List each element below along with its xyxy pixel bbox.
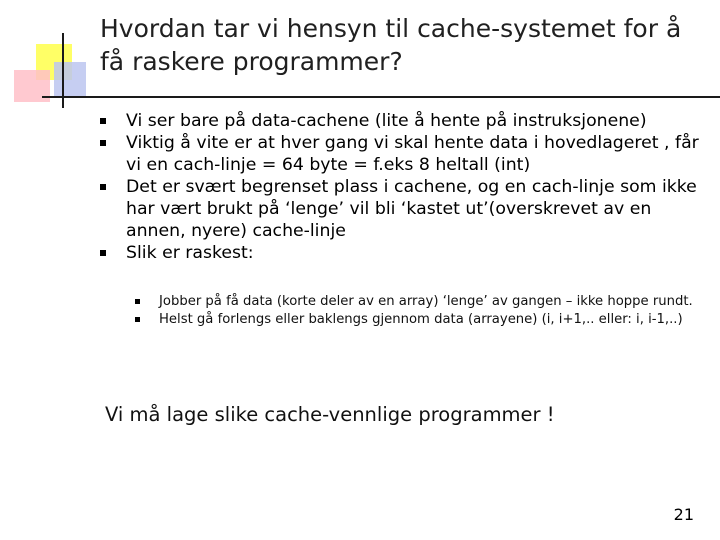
bullet-list (100, 110, 700, 264)
slide-title: Hvordan tar vi hensyn til cache-systemet for å få raskere programmer? (100, 14, 682, 76)
sub-bullet-list (135, 293, 695, 329)
square-bullet-icon (100, 140, 106, 146)
sub-bullet-item (135, 311, 695, 329)
conclusion-text: Vi må lage slike cache-vennlige programmer ! (105, 403, 555, 426)
square-bullet-icon (100, 184, 106, 190)
bullet-text: Det er svært begrenset plass i cachene, og en cach-linje som ikke har vært brukt på ‘lenge’ vil bli ‘kastet ut’(overskrevet av en annen, nyere) cache-linje (126, 177, 697, 241)
title-divider-line (42, 96, 720, 98)
square-bullet-icon (100, 118, 106, 124)
bullet-item (100, 242, 700, 264)
square-bullet-icon (135, 299, 140, 304)
bullet-text: Vi ser bare på data-cachene (lite å hente på instruksjonene) (126, 111, 647, 131)
square-bullet-icon (100, 250, 106, 256)
sub-bullet-text: Jobber på få data (korte deler av en array) ‘lenge’ av gangen – ikke hoppe rundt. (159, 294, 693, 309)
sub-bullet-text: Helst gå forlengs eller baklengs gjennom data (arrayene) (i, i+1,.. eller: i, i-1,..) (159, 312, 683, 327)
bullet-text: Viktig å vite er at hver gang vi skal hente data i hovedlageret , får vi en cach-linje = 64 byte = f.eks 8 heltall (int) (126, 133, 699, 175)
bullet-item (100, 110, 700, 132)
bullet-item (100, 132, 700, 176)
page-number: 21 (673, 505, 694, 524)
bullet-item (100, 176, 700, 242)
square-bullet-icon (135, 317, 140, 322)
sub-bullet-item (135, 293, 695, 311)
decor-blue-square (54, 62, 86, 98)
bullet-text: Slik er raskest: (126, 243, 254, 263)
